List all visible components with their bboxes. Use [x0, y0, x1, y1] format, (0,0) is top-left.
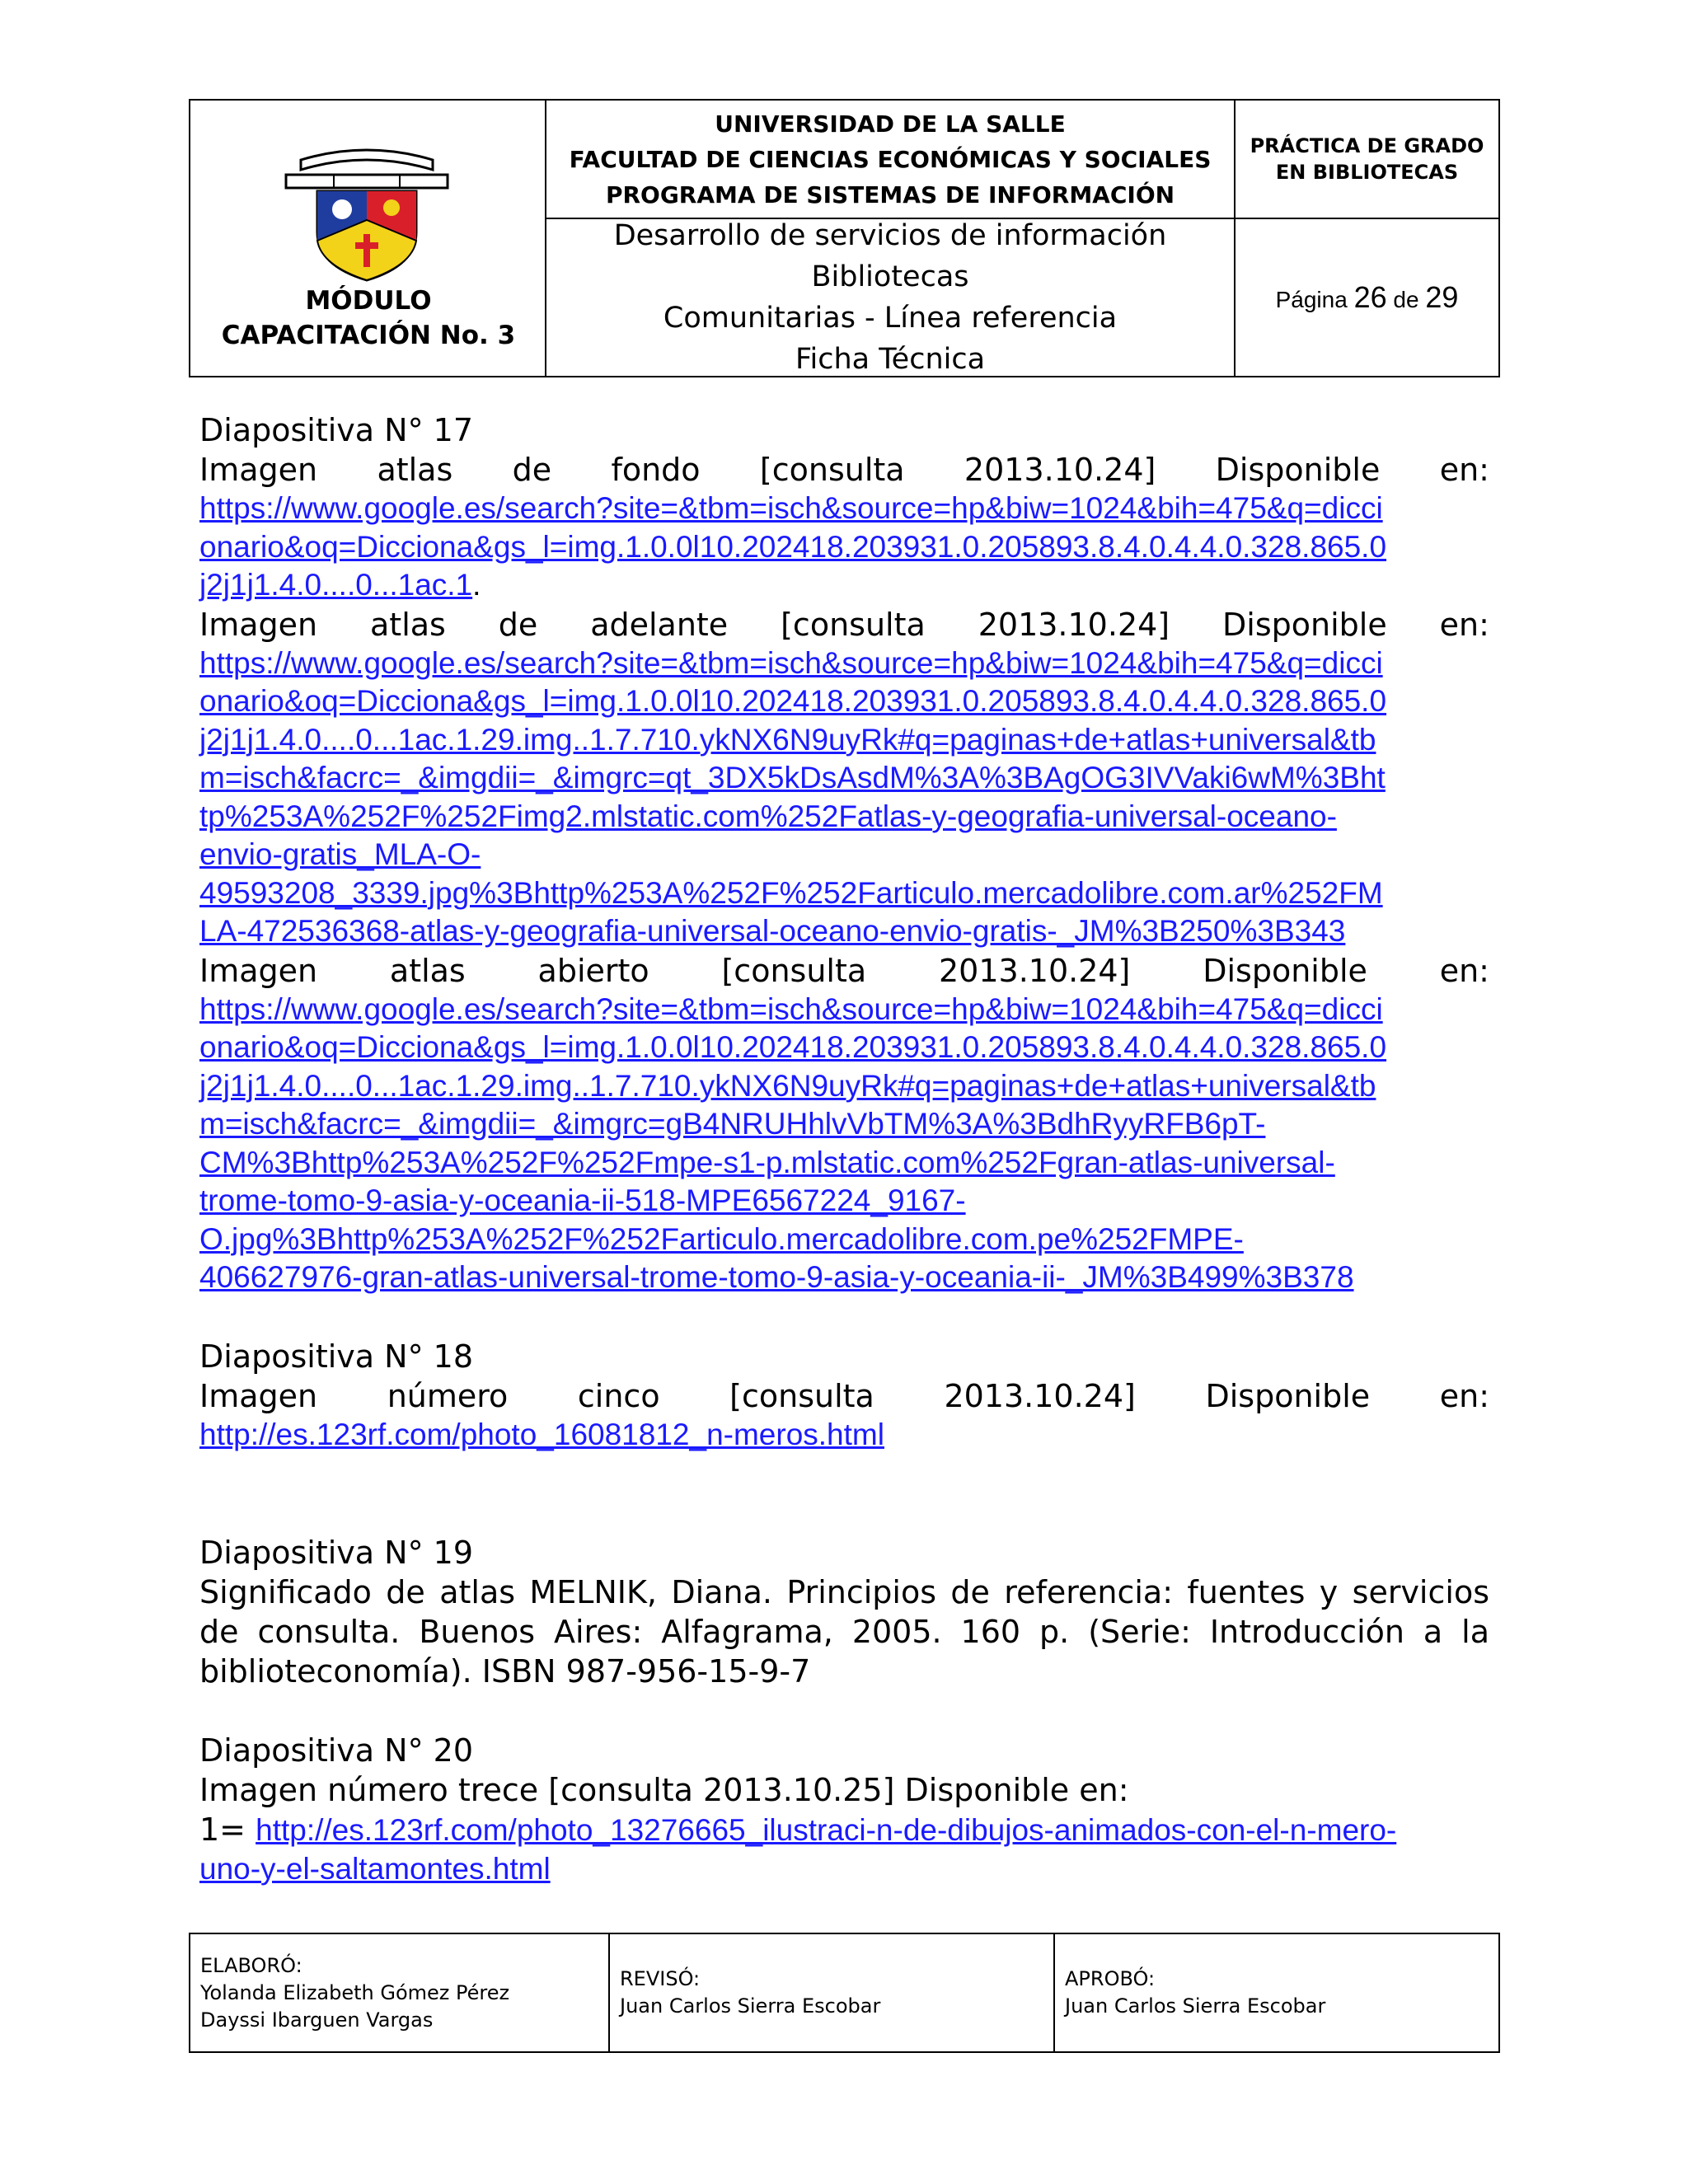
program-name: PROGRAMA DE SISTEMAS DE INFORMACIÓN	[605, 180, 1175, 209]
slide-17-ref-3-link[interactable]	[199, 991, 1489, 1297]
header-table	[189, 99, 1500, 377]
slide-17-ref-2	[199, 605, 1489, 644]
link-line[interactable]: onario&oq=Dicciona&gs_l=img.1.0.0l10.202418.203931.0.205893.8.4.0.4.4.0.328.865.0	[199, 1030, 1387, 1064]
footer-table	[189, 1933, 1500, 2053]
ref-word: Imagen	[199, 606, 318, 643]
ref-word: 2013.10.24]	[938, 952, 1131, 989]
ref-word: [consulta	[781, 606, 926, 643]
ref-word: Disponible	[1205, 1377, 1371, 1414]
ref-word: [consulta	[721, 952, 867, 989]
ref-word: Imagen	[199, 1377, 318, 1414]
link-line[interactable]: onario&oq=Dicciona&gs_l=img.1.0.0l10.202418.203931.0.205893.8.4.0.4.4.0.328.865.0	[199, 684, 1387, 718]
slide-17-title: Diapositiva N° 17	[199, 412, 473, 448]
link-line[interactable]: O.jpg%3Bhttp%253A%252F%252Farticulo.mercadolibre.com.pe%252FMPE-	[199, 1221, 1244, 1256]
page-of-label: de	[1393, 287, 1419, 312]
slide-17-ref-2-link[interactable]	[199, 644, 1489, 951]
subtitle-line-1: Desarrollo de servicios de información Bibliotecas	[613, 219, 1167, 293]
link-line[interactable]: j2j1j1.4.0....0...1ac.1.29.img..1.7.710.ykNX6N9uyRk#q=paginas+de+atlas+universal&tb	[199, 1068, 1376, 1103]
slide-20-item-prefix: 1=	[199, 1811, 246, 1848]
ref-word: cinco	[577, 1377, 660, 1414]
slide-18-title: Diapositiva N° 18	[199, 1338, 473, 1375]
link-line[interactable]: m=isch&facrc=_&imgdii=_&imgrc=gB4NRUHhlvVbTM%3A%3BdhRyyRFB6pT-	[199, 1107, 1266, 1141]
ref-word: Disponible	[1203, 952, 1367, 989]
ref-word: abierto	[537, 952, 649, 989]
slide-20-item-link-line-2[interactable]: uno-y-el-saltamontes.html	[199, 1851, 551, 1886]
ref-word: 2013.10.24]	[964, 452, 1156, 488]
link-line[interactable]: j2j1j1.4.0....0...1ac.1.29.img..1.7.710.ykNX6N9uyRk#q=paginas+de+atlas+universal&tb	[199, 722, 1376, 757]
ref-word: número	[387, 1377, 509, 1414]
link-line[interactable]: envio-gratis_MLA-O-	[199, 837, 481, 871]
slide-18-ref-link[interactable]: http://es.123rf.com/photo_16081812_n-meros.html	[199, 1417, 884, 1451]
link-line[interactable]: CM%3Bhttp%253A%252F%252Fmpe-s1-p.mlstatic.com%252Fgran-atlas-universal-	[199, 1145, 1335, 1179]
practice-line-1: PRÁCTICA DE GRADO	[1250, 134, 1484, 157]
ref-word: atlas	[370, 606, 446, 643]
practice-line-2: EN BIBLIOTECAS	[1275, 161, 1459, 184]
ref-word: atlas	[389, 952, 466, 989]
elaboro-name-1: Yolanda Elizabeth Gómez Pérez	[200, 1980, 510, 2004]
link-line[interactable]: onario&oq=Dicciona&gs_l=img.1.0.0l10.202418.203931.0.205893.8.4.0.4.4.0.328.865.0	[199, 529, 1387, 564]
page-number: 26	[1353, 280, 1387, 314]
aprobo-name: Juan Carlos Sierra Escobar	[1065, 1994, 1326, 2018]
ref-word: [consulta	[729, 1377, 874, 1414]
info-cell	[1236, 101, 1498, 376]
link-line[interactable]: 406627976-gran-atlas-universal-trome-tomo-9-asia-y-oceania-ii-_JM%3B499%3B378	[199, 1260, 1354, 1294]
slide-20-item-link-line-1[interactable]: http://es.123rf.com/photo_13276665_ilustraci-n-de-dibujos-animados-con-el-n-mero-	[256, 1813, 1397, 1847]
footer-aprobo	[1055, 1934, 1498, 2051]
link-trailing-period: .	[472, 568, 481, 602]
slide-20-ref: Imagen número trece [consulta 2013.10.25] Disponible en:	[199, 1772, 1129, 1808]
slide-18-ref	[199, 1376, 1489, 1416]
slide-17-ref-1-link[interactable]	[199, 490, 1489, 605]
link-line[interactable]: https://www.google.es/search?site=&tbm=isch&source=hp&biw=1024&bih=475&q=dicci	[199, 491, 1383, 525]
ref-word: en:	[1439, 1377, 1489, 1414]
page-label: Página	[1275, 287, 1348, 312]
ref-word: Imagen	[199, 452, 318, 488]
reviso-label: REVISÓ:	[620, 1967, 701, 1990]
slide-17-ref-3	[199, 951, 1489, 991]
page-indicator	[1276, 280, 1459, 315]
ref-word: atlas	[377, 452, 453, 488]
elaboro-label: ELABORÓ:	[200, 1953, 302, 1977]
link-line[interactable]: j2j1j1.4.0....0...1ac.1.	[199, 566, 1489, 605]
logo-cell	[190, 101, 546, 376]
footer-elaboro	[190, 1934, 610, 2051]
elaboro-name-2: Dayssi Ibarguen Vargas	[200, 2008, 434, 2032]
ref-word: Imagen	[199, 952, 318, 989]
subtitle-line-3: Ficha Técnica	[795, 343, 986, 376]
page-total: 29	[1425, 280, 1459, 314]
document-body	[199, 410, 1489, 1888]
link-line[interactable]: tp%253A%252F%252Fimg2.mlstatic.com%252Fatlas-y-geografia-universal-oceano-	[199, 799, 1337, 833]
footer-reviso	[610, 1934, 1055, 2051]
ref-word: [consulta	[759, 452, 905, 488]
title-cell	[546, 101, 1236, 376]
slide-20-title: Diapositiva N° 20	[199, 1732, 473, 1769]
link-line[interactable]: trome-tomo-9-asia-y-oceania-ii-518-MPE6567224_9167-	[199, 1183, 966, 1217]
link-line[interactable]: 49593208_3339.jpg%3Bhttp%253A%252F%252Farticulo.mercadolibre.com.ar%252FM	[199, 875, 1383, 910]
link-line[interactable]: https://www.google.es/search?site=&tbm=isch&source=hp&biw=1024&bih=475&q=dicci	[199, 645, 1383, 680]
slide-19-text: Significado de atlas MELNIK, Diana. Principios de referencia: fuentes y servicios de consulta. Buenos Aires: Alfagrama, 2005. 160 p. (Serie: Introducción a la biblioteconomía). ISBN 987-956-15-9-7	[199, 1574, 1489, 1690]
ref-word: 2013.10.24]	[978, 606, 1170, 643]
module-line-1: MÓDULO	[305, 286, 432, 316]
ref-word: Disponible	[1222, 606, 1387, 643]
reviso-name: Juan Carlos Sierra Escobar	[620, 1994, 881, 2018]
slide-17-ref-1	[199, 450, 1489, 490]
faculty-name: FACULTAD DE CIENCIAS ECONÓMICAS Y SOCIALES	[569, 145, 1212, 173]
slide-19-title: Diapositiva N° 19	[199, 1535, 473, 1571]
ref-word: fondo	[611, 452, 701, 488]
ref-word: en:	[1439, 606, 1489, 643]
ref-word: en:	[1439, 952, 1489, 989]
ref-word: de	[512, 452, 552, 488]
aprobo-label: APROBÓ:	[1065, 1967, 1156, 1990]
module-label	[190, 284, 546, 353]
slide-20-item	[199, 1810, 1489, 1850]
ref-word: Disponible	[1215, 452, 1381, 488]
link-line[interactable]: m=isch&facrc=_&imgdii=_&imgrc=qt_3DX5kDsAsdM%3A%3BAgOG3IVVaki6wM%3Bht	[199, 761, 1386, 794]
module-line-2: CAPACITACIÓN No. 3	[221, 321, 516, 350]
link-line[interactable]: LA-472536368-atlas-y-geografia-universal-oceano-envio-gratis-_JM%3B250%3B343	[199, 914, 1346, 948]
university-shield-icon	[284, 142, 449, 282]
link-line[interactable]: https://www.google.es/search?site=&tbm=isch&source=hp&biw=1024&bih=475&q=dicci	[199, 991, 1383, 1026]
subtitle-line-2: Comunitarias - Línea referencia	[663, 302, 1118, 335]
ref-word: de	[498, 606, 538, 643]
university-name: UNIVERSIDAD DE LA SALLE	[715, 110, 1066, 138]
ref-word: en:	[1439, 452, 1489, 488]
ref-word: adelante	[590, 606, 729, 643]
ref-word: 2013.10.24]	[944, 1377, 1136, 1414]
